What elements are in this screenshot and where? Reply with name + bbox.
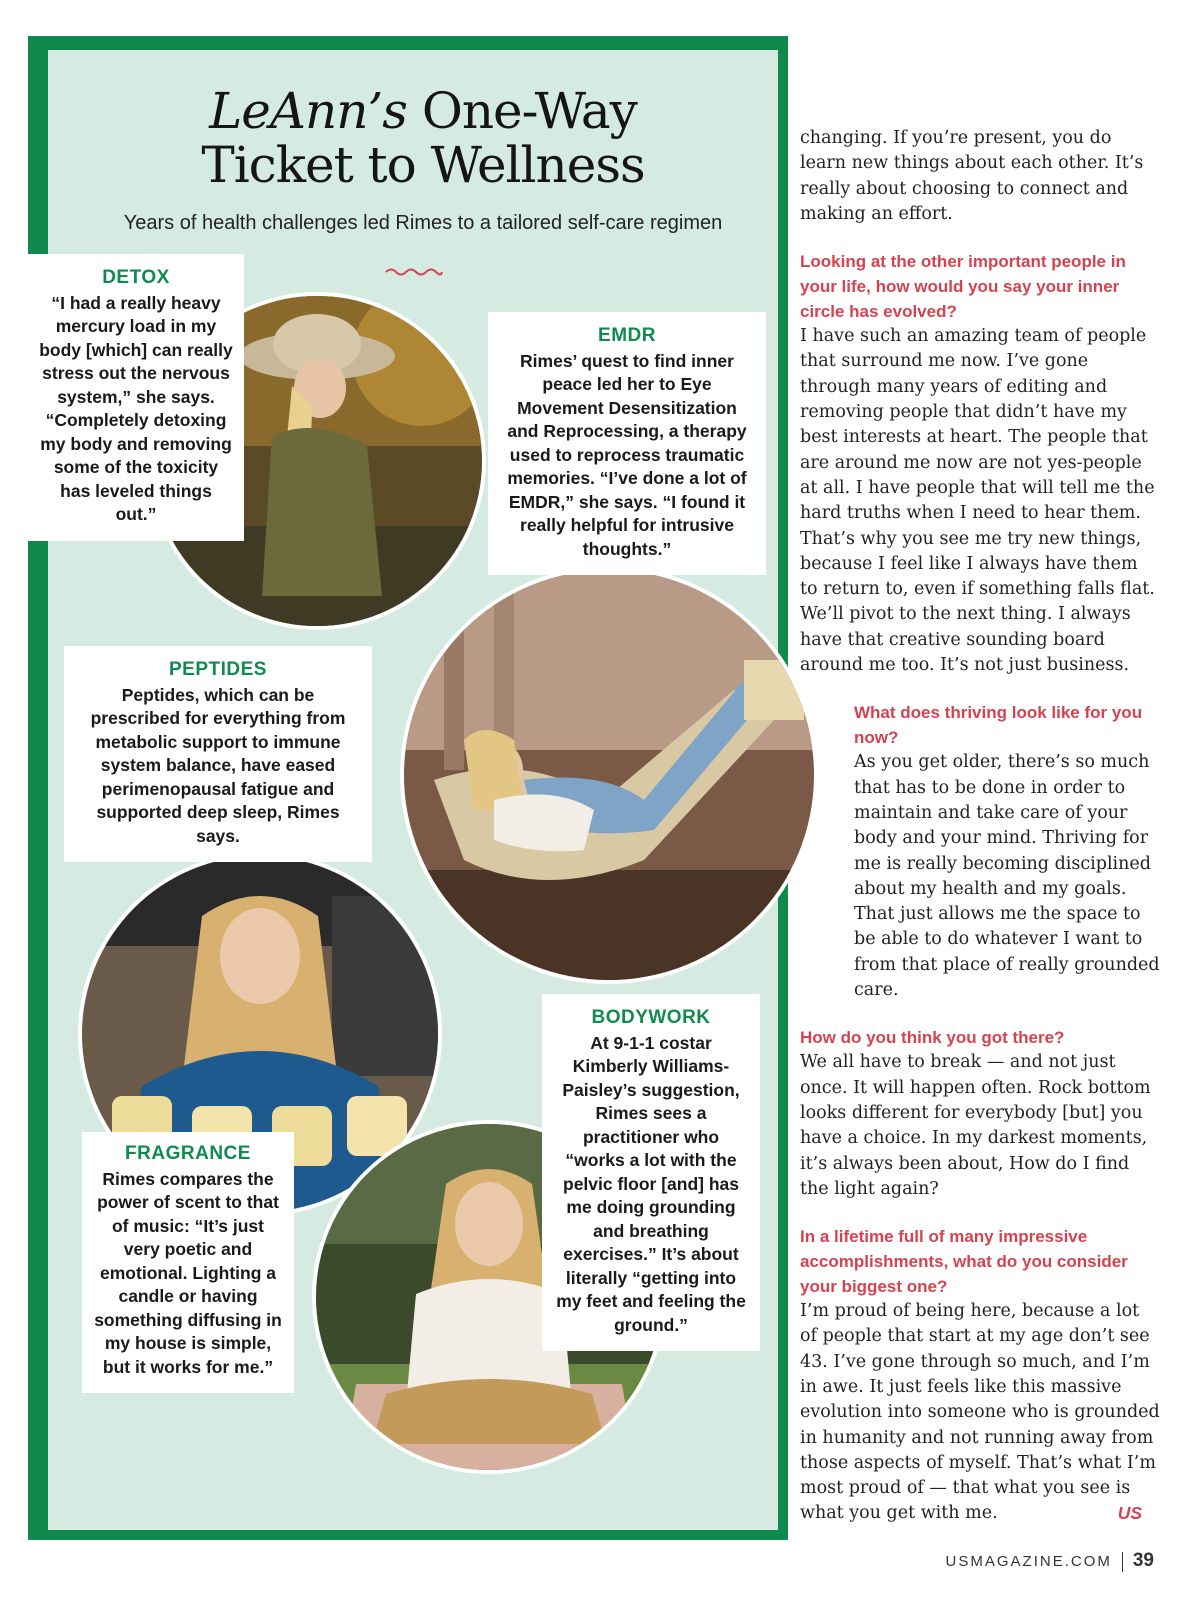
peptides-text: Peptides, which can be prescribed for everything from metabolic support to immune system balance, have eased perimenopausal fatigue and supported deep sleep, Rimes says.: [90, 684, 346, 846]
detox-text: “I had a really heavy mercury load in my body [which] can really stress out the nervous system,” she says. “Completely detoxing my body and removing some of the toxicity has leveled things out.”: [39, 292, 233, 524]
squiggle-ornament: [384, 266, 444, 278]
question-heading: Looking at the other important people in your life, how would you say your inner circle has evolved?: [800, 252, 1126, 322]
emdr-heading: EMDR: [598, 325, 656, 346]
answer-paragraph: changing. If you’re present, you do learn new things about each other. It’s really about choosing to connect and making an effort.: [800, 128, 1144, 224]
emdr-text: Rimes’ quest to find inner peace led her to Eye Movement Desensitization and Reprocessing, a therapy used to reprocess traumatic memories. “I’ve done a lot of EMDR,” she says. “I found it really helpful for intrusive thoughts.”: [507, 350, 747, 559]
question-heading: How do you think you got there?: [800, 1028, 1065, 1048]
subtitle: Years of health challenges led Rimes to a tailored self-care regimen: [123, 212, 723, 234]
question-heading: What does thriving look like for you now?: [854, 703, 1143, 748]
bodywork-text: At 9-1-1 costar Kimberly Williams-Paisley’s suggestion, Rimes sees a practitioner who “works a lot with the pelvic floor [and] has me doing grounding and breathing exercises.” It’s about literally “getting into my feet and feeling the ground.”: [556, 1032, 746, 1335]
headline-italic: LeAnn’s: [209, 82, 407, 140]
fragrance-heading: FRAGRANCE: [125, 1143, 251, 1164]
bodywork-heading: BODYWORK: [591, 1007, 711, 1028]
answer-paragraph: We all have to break — and not just once. It will happen often. Rock bottom looks different for everybody [but] you have a choice. In my darkest moments, it’s always been about, How do I find the light again?: [800, 1052, 1151, 1199]
answer-text: I’m proud of being here, because a lot of people that start at my age don’t see 43. I’ve gone through so much, and I’m in awe. It just feels like this massive evolution into someone who is grounded in humanity and not running away from those aspects of myself. That’s what I’m most proud of — that what you see is what you get with me.: [800, 1301, 1160, 1524]
headline: [90, 84, 756, 192]
detox-heading: DETOX: [102, 267, 170, 288]
recliner-photo: [400, 566, 818, 984]
headline-line2: Ticket to Wellness: [201, 136, 645, 194]
fragrance-box: [82, 1132, 294, 1393]
page-number: 39: [1132, 1550, 1154, 1571]
question-heading: In a lifetime full of many impressive accomplishments, what do you consider your biggest one?: [800, 1227, 1128, 1297]
peptides-heading: PEPTIDES: [169, 659, 267, 680]
bodywork-box: [542, 994, 760, 1351]
headline-rest: One-Way: [406, 82, 637, 140]
answer-paragraph: I have such an amazing team of people that surround me now. I’ve gone through many years of editing and removing people that didn’t have my best interests at heart. The people that are around me now are not yes-people at all. I have people that will tell me the hard truths when I need to hear them. That’s why you see me try new things, because I feel like I always have them to return to, even if something falls flat. We’ll pivot to the next thing. I always have that creative sounding board around me too. It’s not just business.: [800, 326, 1155, 676]
emdr-box: [488, 312, 766, 575]
detox-box: [28, 254, 244, 541]
site-name: USMAGAZINE.COM: [945, 1553, 1112, 1570]
page-footer: [946, 1550, 1154, 1572]
fragrance-text: Rimes compares the power of scent to that of music: “It’s just very poetic and emotional. Lighting a candle or having something diffusing in my house is simple, but it works for me.”: [94, 1168, 282, 1377]
answer-paragraph: [800, 1299, 1160, 1527]
us-end-mark: US: [1117, 1503, 1142, 1524]
interview-column: [800, 126, 1160, 1527]
answer-paragraph: As you get older, there’s so much that has to be done in order to maintain and take care of your body and your mind. Thriving for me is really becoming disciplined about my health and my goals. That just allows me the space to be able to do whatever I want to from that place of really grounded care.: [854, 752, 1160, 1001]
footer-divider: [1122, 1552, 1123, 1572]
peptides-box: [64, 646, 372, 862]
